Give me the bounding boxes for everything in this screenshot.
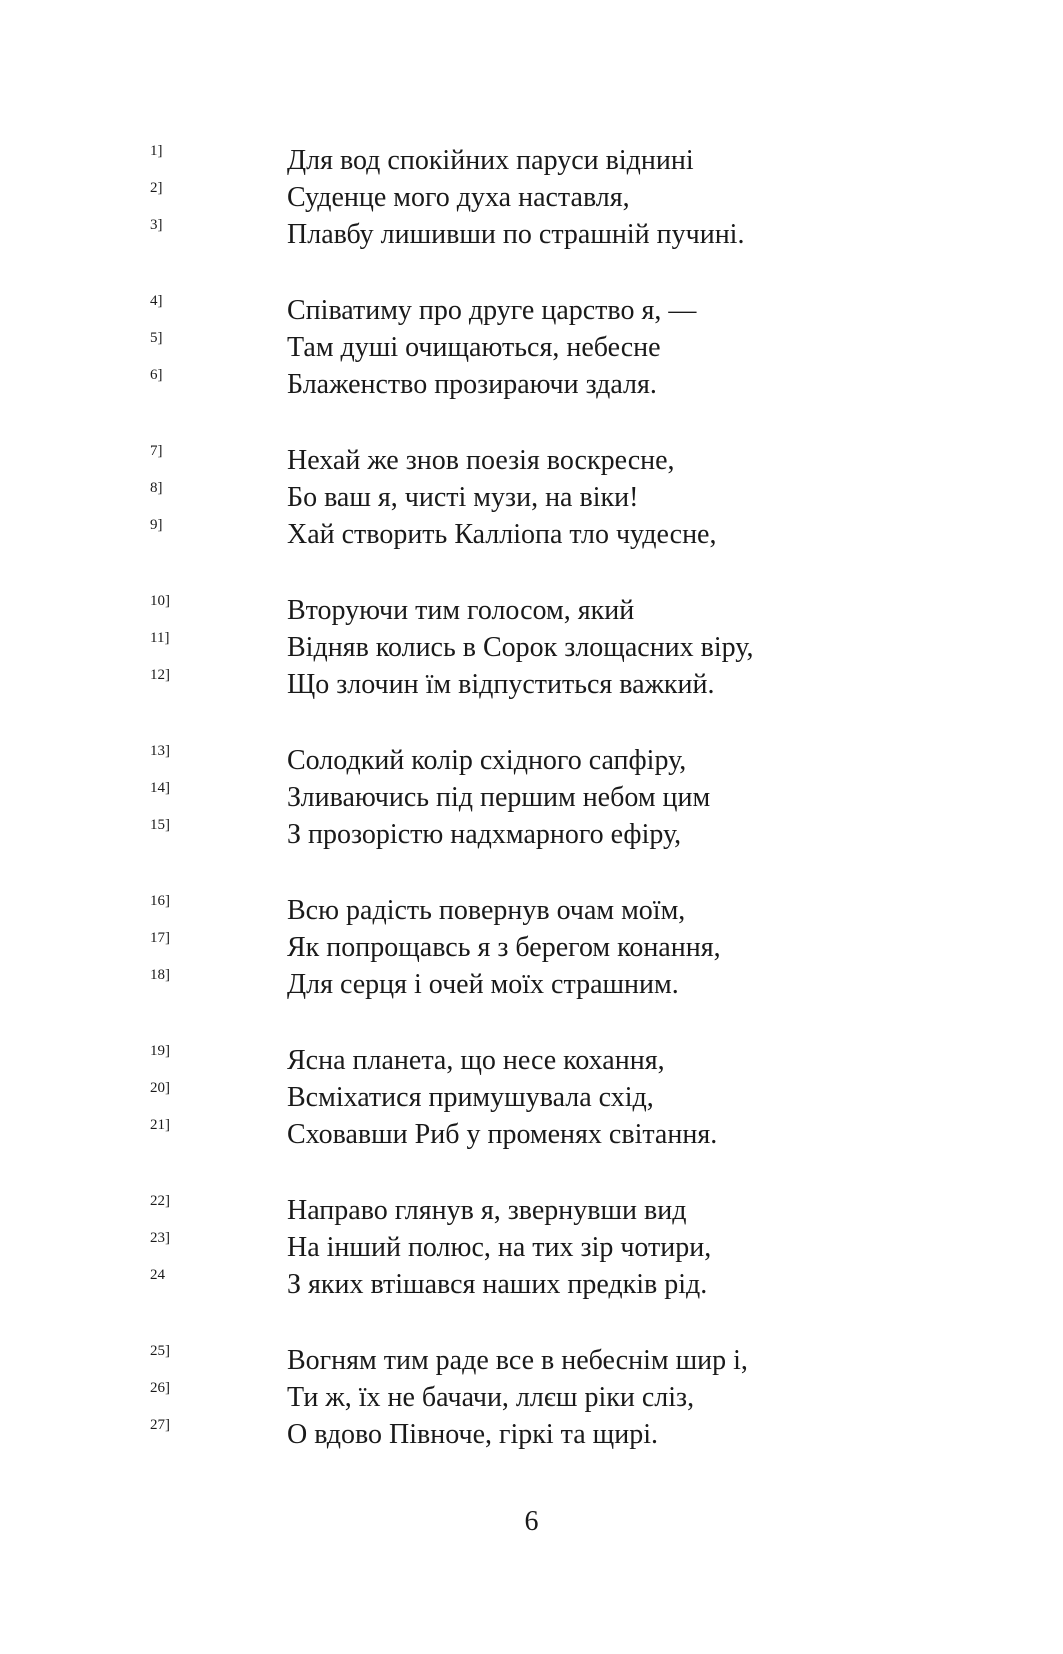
verse-line	[0, 1042, 1063, 1080]
verse-text: Для вод спокійних паруси віднині	[287, 145, 694, 176]
line-number: 16]	[150, 893, 170, 909]
verse-text: Сховавши Риб у променях світання.	[287, 1119, 718, 1150]
verse-line	[0, 366, 1063, 404]
line-number: 26]	[150, 1380, 170, 1396]
line-number: 19]	[150, 1043, 170, 1059]
line-number: 2]	[150, 180, 163, 196]
verse-line	[0, 179, 1063, 217]
line-number: 6]	[150, 367, 163, 383]
verse-line	[0, 292, 1063, 330]
verse-line	[0, 1079, 1063, 1117]
line-number: 24	[150, 1267, 165, 1283]
verse-text: Блаженство прозираючи здаля.	[287, 369, 657, 400]
verse-line	[0, 666, 1063, 704]
verse-text: Вогням тим раде все в небеснім шир і,	[287, 1345, 748, 1376]
line-number: 23]	[150, 1230, 170, 1246]
verse-text: На інший полюс, на тих зір чотири,	[287, 1232, 712, 1263]
verse-line	[0, 742, 1063, 780]
line-number: 10]	[150, 593, 170, 609]
verse-line	[0, 1416, 1063, 1454]
verse-line	[0, 516, 1063, 554]
line-number: 21]	[150, 1117, 170, 1133]
verse-text: Співатиму про друге царство я, —	[287, 295, 697, 326]
verse-text: Направо глянув я, звернувши вид	[287, 1195, 687, 1226]
verse-text: З прозорістю надхмарного ефіру,	[287, 819, 682, 850]
line-number: 25]	[150, 1343, 170, 1359]
line-number: 7]	[150, 443, 163, 459]
verse-line	[0, 1229, 1063, 1267]
verse-line	[0, 629, 1063, 667]
line-number: 13]	[150, 743, 170, 759]
verse-line	[0, 816, 1063, 854]
verse-text: Ясна планета, що несе кохання,	[287, 1045, 665, 1076]
verse-text: Нехай же знов поезія воскресне,	[287, 445, 675, 476]
line-number: 9]	[150, 517, 163, 533]
line-number: 20]	[150, 1080, 170, 1096]
line-number: 18]	[150, 967, 170, 983]
line-number: 1]	[150, 143, 163, 159]
verse-line	[0, 329, 1063, 367]
verse-line	[0, 216, 1063, 254]
verse-text: Для серця і очей моїх страшним.	[287, 969, 679, 1000]
verse-text: Всміхатися примушувала схід,	[287, 1082, 654, 1113]
verse-line	[0, 892, 1063, 930]
line-number: 3]	[150, 217, 163, 233]
verse-line	[0, 1379, 1063, 1417]
verse-line	[0, 1266, 1063, 1304]
verse-line	[0, 1342, 1063, 1380]
verse-text: Хай створить Калліопа тло чудесне,	[287, 519, 717, 550]
verse-text: Там душі очищаються, небесне	[287, 332, 661, 363]
line-number: 4]	[150, 293, 163, 309]
page-number: 6	[524, 1506, 539, 1537]
verse-line	[0, 966, 1063, 1004]
verse-text: Суденце мого духа наставля,	[287, 182, 630, 213]
verse-text: Ти ж, їх не бачачи, ллєш ріки сліз,	[287, 1382, 695, 1413]
verse-text: Зливаючись під першим небом цим	[287, 782, 711, 813]
verse-text: Бо ваш я, чисті музи, на віки!	[287, 482, 639, 513]
line-number: 15]	[150, 817, 170, 833]
verse-text: Що злочин їм відпуститься важкий.	[287, 669, 715, 700]
verse-line	[0, 142, 1063, 180]
line-number: 12]	[150, 667, 170, 683]
line-number: 14]	[150, 780, 170, 796]
line-number: 5]	[150, 330, 163, 346]
verse-text: О вдово Півноче, гіркі та щирі.	[287, 1419, 658, 1450]
verse-line	[0, 1192, 1063, 1230]
line-number: 17]	[150, 930, 170, 946]
line-number: 22]	[150, 1193, 170, 1209]
verse-line	[0, 479, 1063, 517]
verse-line	[0, 779, 1063, 817]
verse-text: Плавбу лишивши по страшній пучині.	[287, 219, 745, 250]
verse-text: З яких втішався наших предків рід.	[287, 1269, 708, 1300]
verse-line	[0, 929, 1063, 967]
verse-text: Всю радість повернув очам моїм,	[287, 895, 686, 926]
verse-text: Як попрощавсь я з берегом конання,	[287, 932, 721, 963]
verse-line	[0, 592, 1063, 630]
verse-text: Відняв колись в Сорок злощасних віру,	[287, 632, 754, 663]
verse-text: Солодкий колір східного сапфіру,	[287, 745, 687, 776]
line-number: 11]	[150, 630, 170, 646]
verse-line	[0, 1116, 1063, 1154]
line-number: 27]	[150, 1417, 170, 1433]
line-number: 8]	[150, 480, 163, 496]
verse-line	[0, 442, 1063, 480]
verse-text: Вторуючи тим голосом, який	[287, 595, 635, 626]
